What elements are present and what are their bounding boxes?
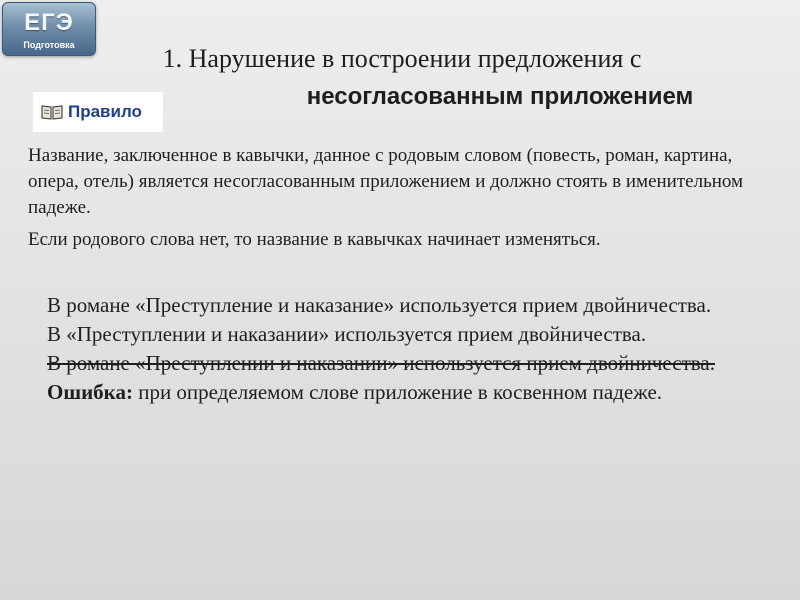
- rule-label: Правило: [68, 102, 142, 121]
- rule-paragraph: Название, заключенное в кавычки, данное с родовым словом (повесть, роман, картина, опера, отель) является несогласованным приложением и должно стоять в именительном падеже.: [28, 145, 744, 218]
- error-text: при определяемом слове приложение в косвенном падеже.: [132, 380, 663, 404]
- error-label: Ошибка:: [47, 380, 133, 404]
- rule-text: [28, 143, 778, 253]
- book-icon: [41, 104, 63, 120]
- wrong-example: В романе «Преступлении и наказании» используется прием двойничества.: [47, 351, 715, 375]
- examples: [47, 291, 747, 407]
- logo-mark: ЕГЭ: [24, 9, 74, 36]
- correct-example-1: В романе «Преступление и наказание» используется прием двойничества.: [47, 293, 712, 317]
- correct-example-2: В «Преступлении и наказании» используется прием двойничества.: [47, 322, 647, 346]
- slide-title-line-1: 1. Нарушение в построении предложения с: [162, 44, 642, 73]
- rule-paragraph: Если родового слова нет, то название в кавычках начинает изменяться.: [28, 229, 601, 250]
- logo-subtitle: Подготовка: [23, 40, 75, 50]
- error-explanation: [47, 378, 747, 407]
- rule-badge: [33, 92, 163, 132]
- slide-title-line-2: несогласованным приложением: [306, 83, 694, 110]
